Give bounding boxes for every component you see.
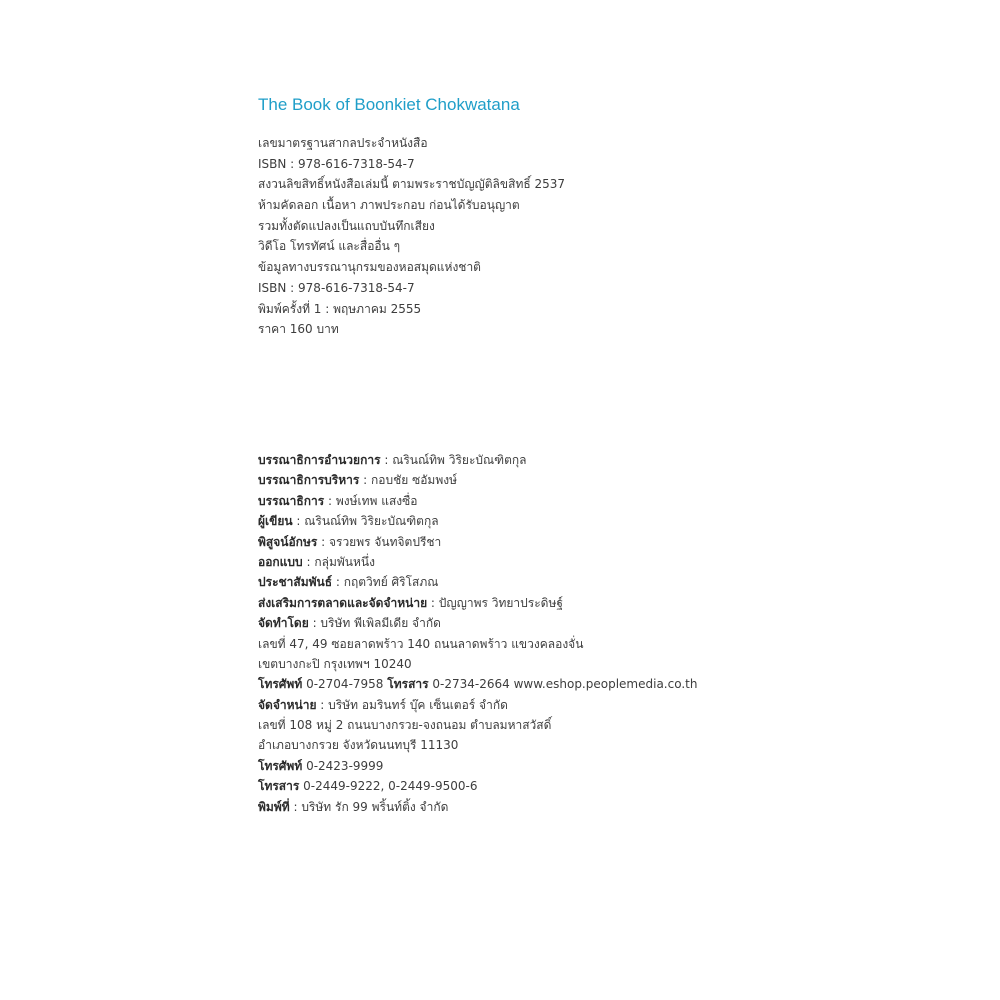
credit-label: บรรณาธิการอำนวยการ	[258, 453, 381, 467]
credit-author	[258, 511, 818, 531]
phone-label: โทรศัพท์	[258, 758, 303, 773]
credit-executive-editor	[258, 450, 818, 470]
credit-label: พิสูจน์อักษร	[258, 534, 318, 549]
credit-value: : กลุ่มพันหนึ่ง	[302, 554, 375, 569]
credit-label: บรรณาธิการ	[258, 493, 325, 508]
credit-producer	[258, 613, 818, 633]
credit-label: ส่งเสริมการตลาดและจัดจำหน่าย	[258, 595, 428, 610]
credit-managing-editor	[258, 470, 818, 490]
credit-value: : จรวยพร จันทจิตปรีชา	[317, 534, 442, 549]
credit-label: ผู้เขียน	[258, 514, 293, 529]
copyright-block	[258, 133, 778, 340]
phone-label: โทรศัพท์	[258, 677, 303, 692]
credit-label: ออกแบบ	[258, 554, 303, 569]
credit-value: : บริษัท พีเพิลมีเดีย จำกัด	[308, 616, 441, 631]
edition-line: พิมพ์ครั้งที่ 1 : พฤษภาคม 2555	[258, 301, 422, 316]
credit-design	[258, 552, 818, 572]
credit-value: : บริษัท อมรินทร์ บุ๊ค เซ็นเตอร์ จำกัด	[316, 697, 508, 712]
credit-distributor	[258, 695, 818, 715]
distributor-address-line-2: อำเภอบางกรวย จังหวัดนนทบุรี 11130	[258, 738, 459, 753]
price-line: ราคา 160 บาท	[258, 322, 339, 337]
book-title: The Book of Boonkiet Chokwatana	[258, 95, 520, 114]
fax-value: 0-2449-9222, 0-2449-9500-6	[299, 779, 478, 794]
phone-value: 0-2423-9999	[302, 758, 384, 773]
credit-label: ประชาสัมพันธ์	[258, 575, 333, 590]
distributor-fax-line	[258, 776, 818, 796]
credit-pr	[258, 572, 818, 592]
credit-value: : กฤตวิทย์ ศิริโสภณ	[332, 575, 439, 590]
credit-label: บรรณาธิการบริหาร	[258, 473, 360, 488]
fax-and-website-value: 0-2734-2664 www.eshop.peoplemedia.co.th	[428, 677, 698, 692]
credit-printer	[258, 797, 818, 817]
credit-value: : ณรินณ์ทิพ วิริยะบัณฑิตกุล	[292, 514, 439, 529]
credit-label: พิมพ์ที่	[258, 799, 290, 814]
isbn-line: ISBN : 978-616-7318-54-7	[258, 156, 415, 171]
producer-address-line-1: เลขที่ 47, 49 ซอยลาดพร้าว 140 ถนนลาดพร้าว แขวงคลองจั่น	[258, 636, 584, 651]
reproduction-notice-2: รวมทั้งตัดแปลงเป็นแถบบันทึกเสียง	[258, 218, 435, 233]
credit-value: : กอบชัย ซอัมพงษ์	[359, 473, 458, 488]
cip-heading: ข้อมูลทางบรรณานุกรมของหอสมุดแห่งชาติ	[258, 260, 481, 275]
fax-label: โทรสาร	[387, 677, 429, 692]
credit-label: จัดทำโดย	[258, 616, 309, 631]
cip-isbn-line: ISBN : 978-616-7318-54-7	[258, 280, 415, 295]
credit-value: : บริษัท รัก 99 พริ้นท์ติ้ง จำกัด	[289, 799, 449, 814]
credit-value: : พงษ์เทพ แสงซื่อ	[324, 493, 418, 508]
reproduction-notice: ห้ามคัดลอก เนื้อหา ภาพประกอบ ก่อนได้รับอนุญาต	[258, 198, 520, 213]
credit-editor	[258, 491, 818, 511]
credit-value: : ณรินณ์ทิพ วิริยะบัณฑิตกุล	[380, 453, 527, 467]
reproduction-notice-3: วิดีโอ โทรทัศน์ และสื่ออื่น ๆ	[258, 239, 401, 254]
producer-contact-line	[258, 674, 818, 694]
isbn-heading: เลขมาตรฐานสากลประจำหนังสือ	[258, 136, 428, 150]
copyright-notice: สงวนลิขสิทธิ์หนังสือเล่มนี้ ตามพระราชบัญญัติลิขสิทธิ์ 2537	[258, 177, 566, 192]
distributor-address-line-1: เลขที่ 108 หมู่ 2 ถนนบางกรวย-จงถนอม ตำบลมหาสวัสดิ์	[258, 718, 552, 733]
fax-label: โทรสาร	[258, 779, 300, 794]
phone-value: 0-2704-7958	[302, 677, 388, 692]
distributor-phone-line	[258, 756, 818, 776]
credit-value: : ปัญญาพร วิทยาประดิษฐ์	[427, 595, 564, 610]
credits-block	[258, 450, 818, 817]
credit-label: จัดจำหน่าย	[258, 697, 317, 712]
producer-address-line-2: เขตบางกะปิ กรุงเทพฯ 10240	[258, 656, 412, 671]
credit-proofreader	[258, 532, 818, 552]
credit-marketing	[258, 593, 818, 613]
